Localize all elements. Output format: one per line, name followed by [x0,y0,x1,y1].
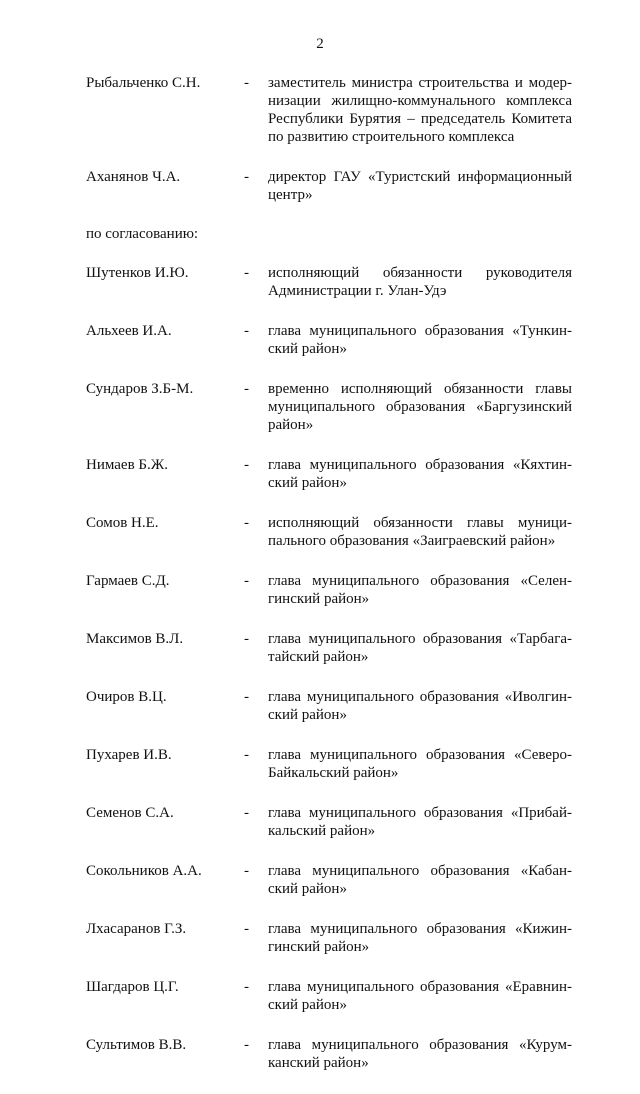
member-position [268,920,572,956]
member-dash: - [244,515,249,531]
position-line: кальский район» [268,823,376,839]
position-line: глава муниципального образования «Иволгин- [268,689,572,705]
member-entry [0,688,640,724]
position-line: глава муниципального образования «Курум- [268,1037,572,1053]
member-name: Сундаров З.Б-М. [86,381,194,397]
member-dash: - [244,573,249,589]
member-position [268,74,572,146]
member-position [268,264,572,300]
member-name: Нимаев Б.Ж. [86,457,168,473]
member-dash: - [244,631,249,647]
member-dash: - [244,323,249,339]
position-line: глава муниципального образования «Кяхтин- [268,457,572,473]
member-name: Семенов С.А. [86,805,174,821]
member-position [268,322,572,358]
member-position [268,746,572,782]
position-line: Администрации г. Улан-Удэ [268,283,447,299]
member-name: Лхасаранов Г.З. [86,921,187,937]
position-line: Республики Бурятия – председатель Комитета [268,111,572,127]
member-entry [0,514,640,550]
position-line: глава муниципального образования «Тарбага- [268,631,572,647]
member-name: Сультимов В.В. [86,1037,187,1053]
member-position [268,862,572,898]
position-line: глава муниципального образования «Прибай- [268,805,572,821]
member-dash: - [244,1037,249,1053]
page-number: 2 [316,36,324,52]
member-name: Очиров В.Ц. [86,689,167,705]
position-line: район» [268,417,314,433]
member-list [0,74,640,1094]
members-group-main [0,74,640,204]
member-dash: - [244,457,249,473]
position-line: заместитель министра строительства и модер- [268,75,572,91]
position-line: ский район» [268,707,347,723]
position-line: по развитию строительного комплекса [268,129,515,145]
member-position [268,514,572,550]
position-line: тайский район» [268,649,369,665]
member-dash: - [244,169,249,185]
member-name: Шагдаров Ц.Г. [86,979,179,995]
member-name: Максимов В.Л. [86,631,184,647]
position-line: глава муниципального образования «Тункин- [268,323,572,339]
position-line: гинский район» [268,939,370,955]
position-line: глава муниципального образования «Северо- [268,747,572,763]
position-line: глава муниципального образования «Кабан- [268,863,572,879]
member-name: Аханянов Ч.А. [86,169,181,185]
member-name: Рыбальченко С.Н. [86,75,201,91]
member-entry [0,74,640,146]
member-name: Гармаев С.Д. [86,573,170,589]
position-line: Байкальский район» [268,765,399,781]
position-line: пального образования «Заиграевский район» [268,533,556,549]
position-line: муниципального образования «Баргузинский [268,399,572,415]
member-entry [0,572,640,608]
member-position [268,978,572,1014]
member-dash: - [244,979,249,995]
position-line: директор ГАУ «Туристский информационный [268,169,572,185]
member-dash: - [244,863,249,879]
member-dash: - [244,747,249,763]
position-line: центр» [268,187,313,203]
member-position [268,688,572,724]
member-entry [0,1036,640,1072]
position-line: канский район» [268,1055,369,1071]
position-line: глава муниципального образования «Селен- [268,573,572,589]
member-position [268,572,572,608]
agreement-subheading: по согласованию: [86,226,199,242]
member-dash: - [244,805,249,821]
member-position [268,380,572,434]
member-entry [0,264,640,300]
position-line: ский район» [268,341,347,357]
member-name: Сомов Н.Е. [86,515,159,531]
position-line: низации жилищно-коммунального комплекса [268,93,572,109]
member-dash: - [244,921,249,937]
member-name: Альхеев И.А. [86,323,172,339]
member-entry [0,746,640,782]
member-entry [0,920,640,956]
member-entry [0,804,640,840]
member-entry [0,322,640,358]
member-position [268,456,572,492]
position-line: глава муниципального образования «Еравнин- [268,979,572,995]
member-dash: - [244,689,249,705]
member-position [268,168,572,204]
position-line: ский район» [268,881,347,897]
member-name: Сокольников А.А. [86,863,202,879]
member-position [268,1036,572,1072]
member-entry [0,862,640,898]
member-position [268,804,572,840]
members-group-agreement [0,264,640,1072]
member-entry [0,978,640,1014]
position-line: исполняющий обязанности главы муници- [268,515,572,531]
member-dash: - [244,265,249,281]
position-line: гинский район» [268,591,370,607]
member-entry [0,456,640,492]
position-line: глава муниципального образования «Кижин- [268,921,572,937]
position-line: ский район» [268,475,347,491]
member-dash: - [244,75,249,91]
member-position [268,630,572,666]
member-dash: - [244,381,249,397]
member-entry [0,630,640,666]
member-entry [0,168,640,204]
position-line: исполняющий обязанности руководителя [268,265,572,281]
member-entry [0,380,640,434]
position-line: временно исполняющий обязанности главы [268,381,572,397]
member-name: Пухарев И.В. [86,747,172,763]
position-line: ский район» [268,997,347,1013]
member-name: Шутенков И.Ю. [86,265,189,281]
